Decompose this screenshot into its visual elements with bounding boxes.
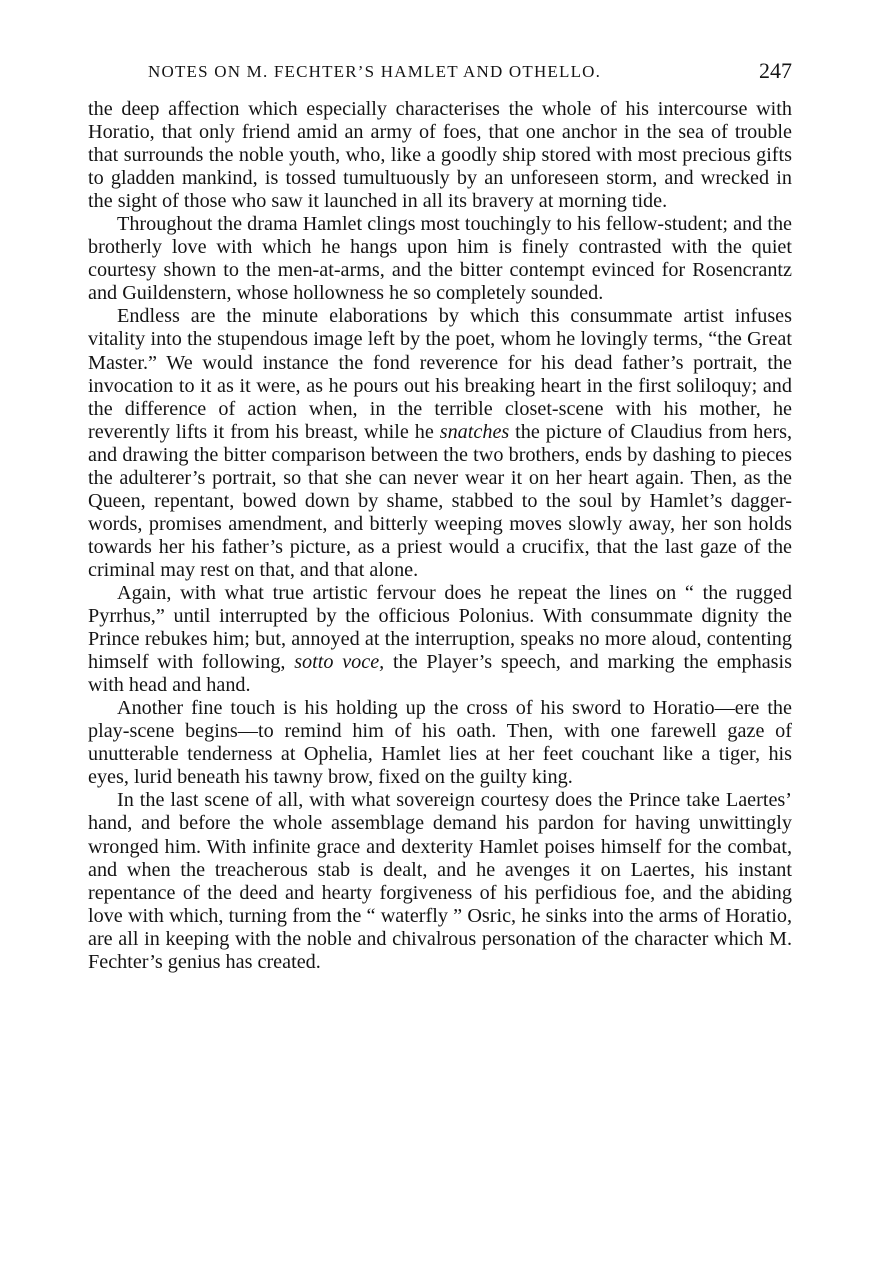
- paragraph-text: the picture of Claudius from hers, and drawing the bitter comparison between the two brothers, ends by dashing to pieces the adulterer’s portrait, so that she can never wear it on her heart again. Then, as the Queen, repentant, bowed down by shame, stabbed to the soul by Hamlet’s dagger-words, promises amendment, and bitterly weeping moves slowly away, her son holds towards her his father’s picture, as a priest would a crucifix, that the last gaze of the criminal may rest on that, and that alone.: [88, 420, 792, 581]
- paragraph-text: the Player’s speech, and marking the emphasis with head and hand.: [88, 651, 792, 697]
- italic-emphasis: sotto voce,: [294, 651, 385, 674]
- running-head: [88, 58, 792, 98]
- paragraph-text: Again, with what true artistic fervour does he repeat the lines on “ the rugged Pyrrhus,” until interrupted by the officious Polonius. With consummate dignity the Prince rebukes him; but, annoyed at the interruption, speaks no more aloud, contenting himself with following,: [88, 581, 792, 674]
- page-number: 247: [759, 58, 792, 83]
- paragraph-text: Endless are the minute elaborations by which this consummate artist infuses vitality into the stupendous image left by the poet, whom he lovingly terms, “the Great Master.” We would instance the fond reverence for his dead father’s portrait, the invocation to it as it were, as he pours out his breaking heart in the first soliloquy; and the difference of action when, in the terrible closet-scene with his mother, he reverently lifts it from his breast, while he: [88, 305, 792, 443]
- body-text: [88, 98, 792, 974]
- paragraph-continued: the deep affection which especially characterises the whole of his intercourse with Horatio, that only friend amid an army of foes, that one anchor in the sea of trouble that surrounds the noble youth, who, like a goodly ship stored with most precious gifts to gladden mankind, is tossed tumultuously by an unforeseen storm, and wrecked in the sight of those who saw it launched in all its bravery at morning tide.: [88, 98, 792, 213]
- italic-emphasis: snatches: [439, 420, 510, 443]
- paragraph-brotherly-love: Throughout the drama Hamlet clings most touchingly to his fellow-student; and the brotherly love with which he hangs upon him is finely contrasted with the quiet courtesy shown to the men-at-arms, and the bitter contempt evinced for Rosencrantz and Guildenstern, whose hollowness he so completely sounded.: [88, 213, 792, 305]
- book-page: [88, 58, 792, 974]
- paragraph-sword-cross: Another fine touch is his holding up the cross of his sword to Horatio—ere the play-scene begins—to remind him of his oath. Then, with one farewell gaze of unutterable tenderness at Ophelia, Hamlet lies at her feet couchant like a tiger, his eyes, lurid beneath his tawny brow, fixed on the guilty king.: [88, 697, 792, 789]
- paragraph-elaborations: [88, 305, 792, 582]
- paragraph-pyrrhus: [88, 582, 792, 697]
- paragraph-last-scene: In the last scene of all, with what sovereign courtesy does the Prince take Laertes’ hand, and before the whole assemblage demand his pardon for having unwittingly wronged him. With infinite grace and dexterity Hamlet poises himself for the combat, and when the treacherous stab is dealt, and he avenges it on Laertes, his instant repentance of the deed and hearty forgiveness of his perfidious foe, and the abiding love with which, turning from the “ waterfly ” Osric, he sinks into the arms of Horatio, are all in keeping with the noble and chivalrous personation of the character which M. Fechter’s genius has created.: [88, 789, 792, 973]
- running-title: NOTES ON M. FECHTER’S HAMLET AND OTHELLO.: [148, 62, 602, 81]
